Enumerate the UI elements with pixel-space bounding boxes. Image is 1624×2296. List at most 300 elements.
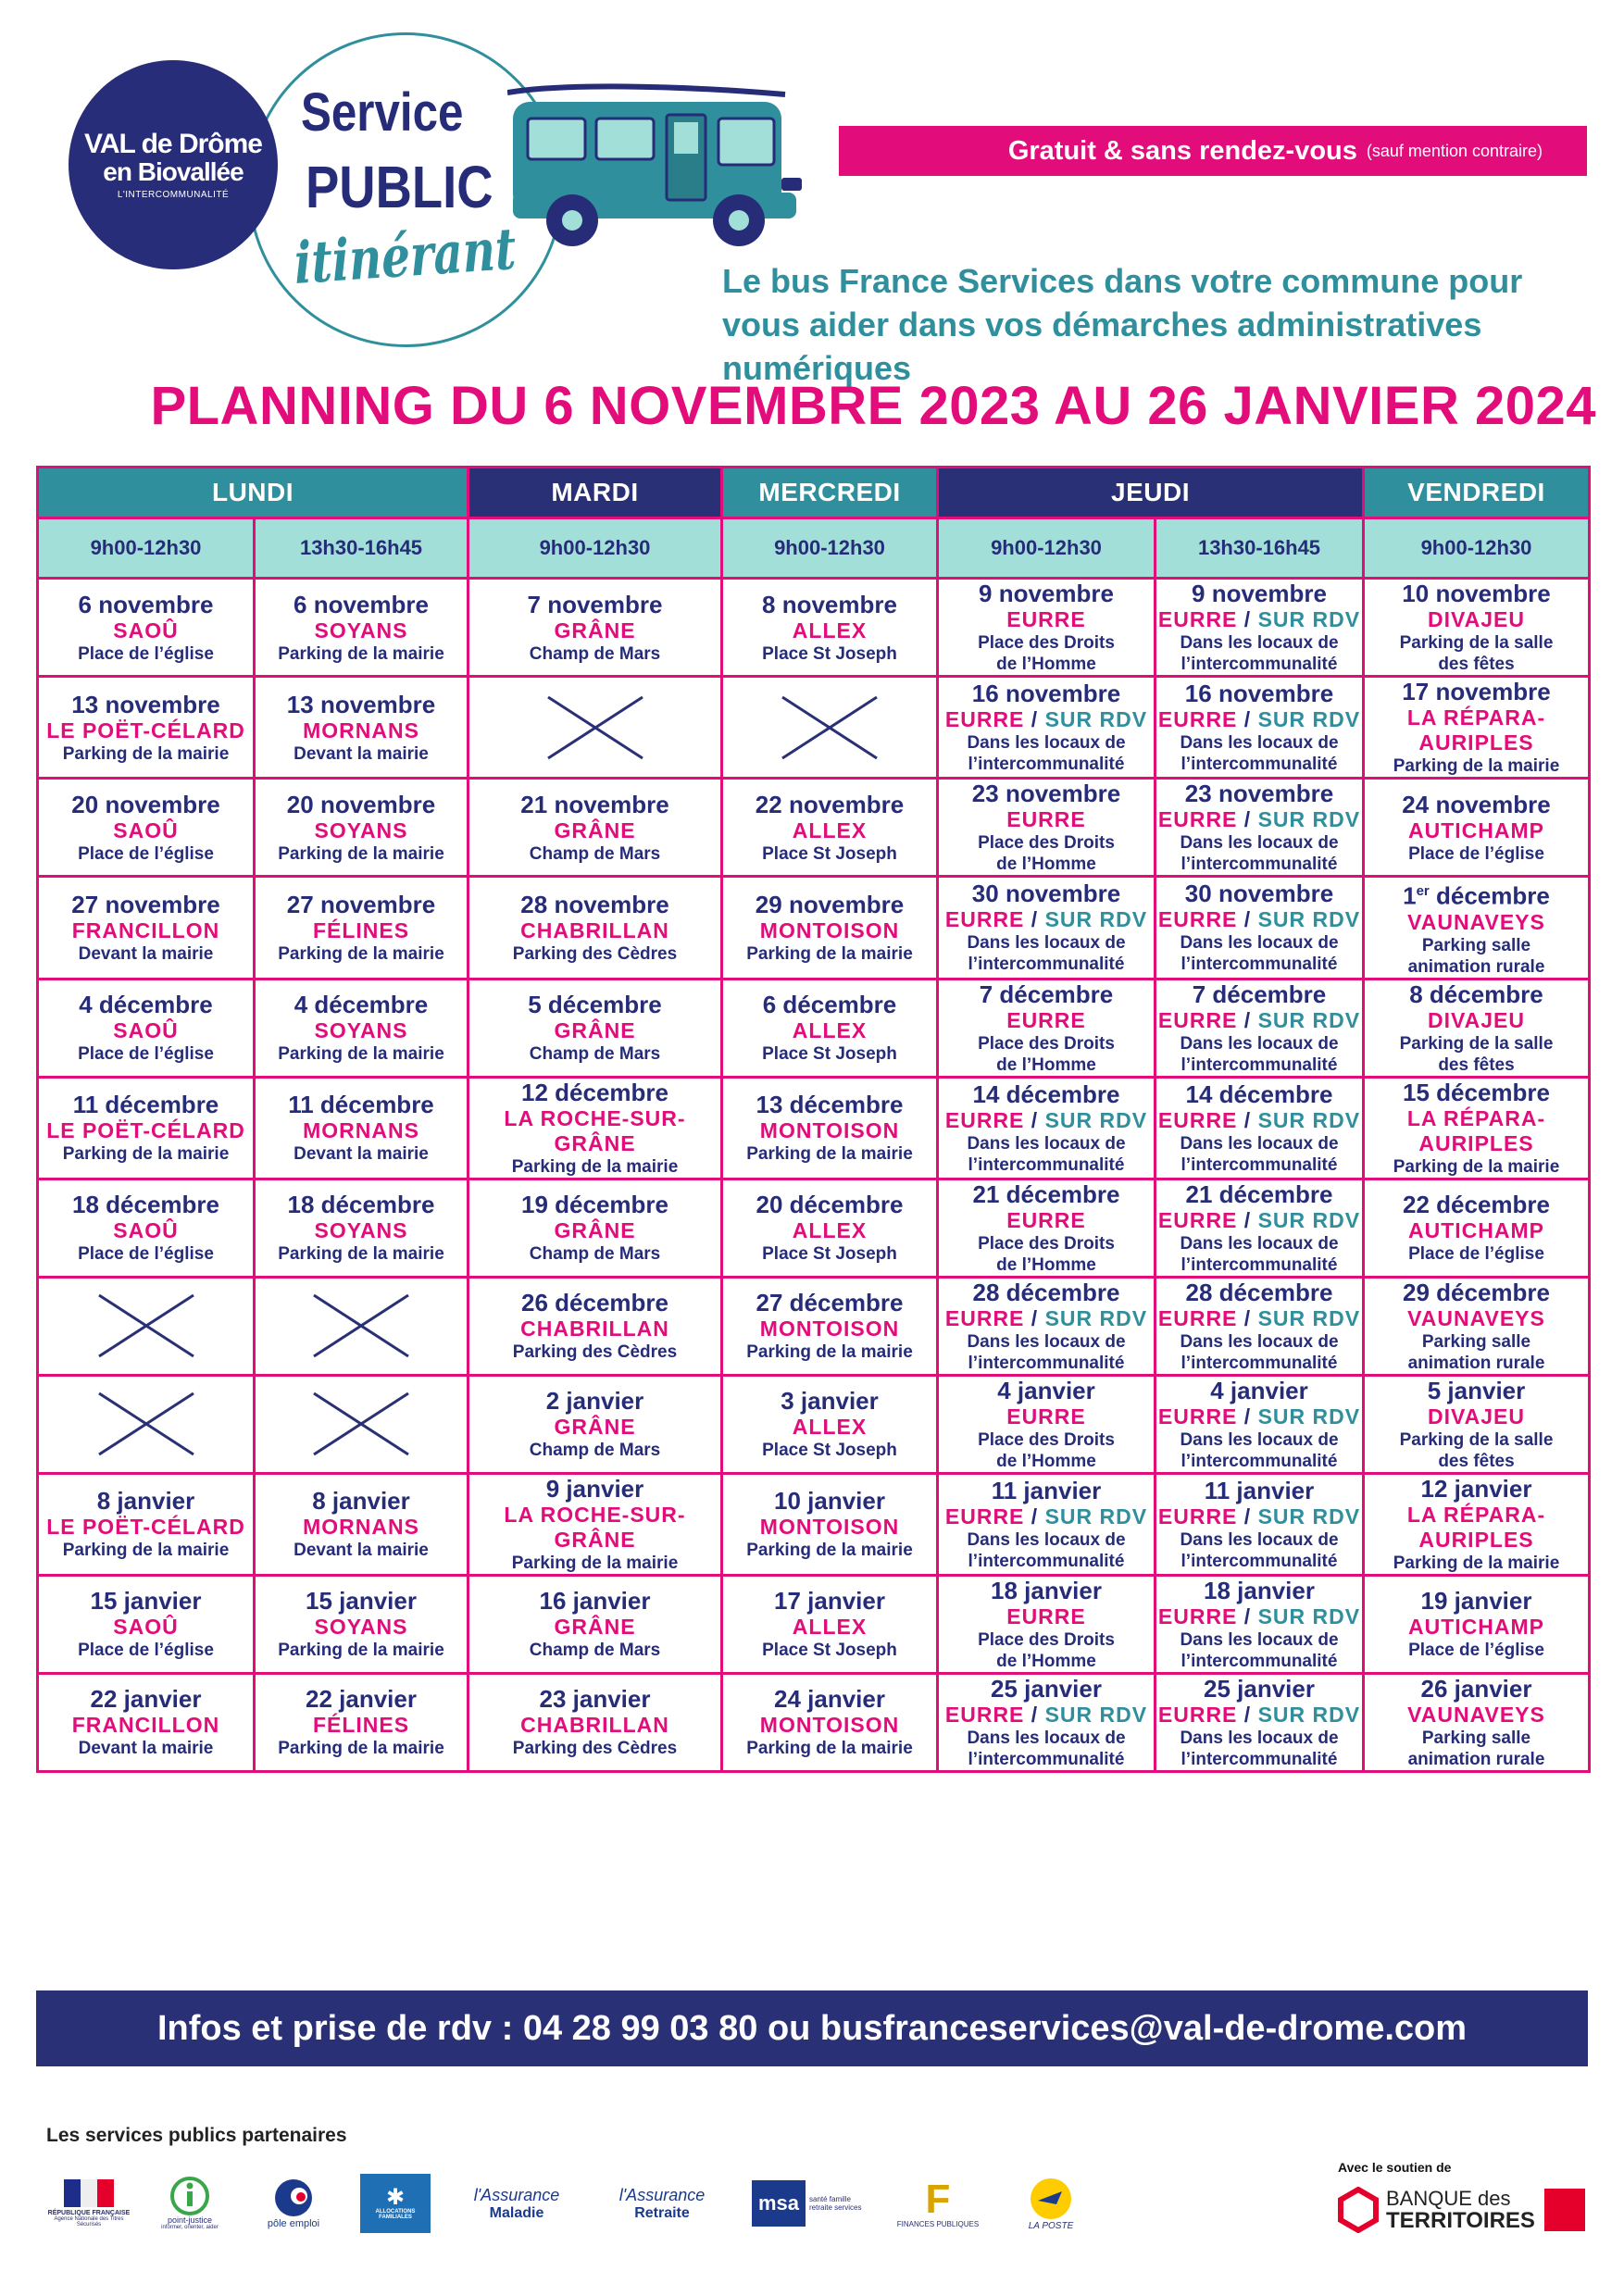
slot-place: Place de l’église [78, 1641, 214, 1661]
slot-town [939, 807, 1154, 832]
slot-place: Champ de Mars [529, 1244, 661, 1265]
partner-sub: Retraite [634, 2204, 690, 2221]
slot-town [469, 918, 720, 943]
slot-town [256, 718, 467, 743]
town-name: LA RÉPARA- [1406, 1105, 1546, 1130]
slot-date: 6 novembre [78, 590, 214, 618]
slot-place: Place des Droits [978, 1429, 1115, 1450]
slot-jeudi-am [938, 579, 1156, 677]
slot-jeudi-pm [1156, 1673, 1364, 1771]
time-header: 9h00-12h30 [468, 518, 722, 579]
slot-vendredi [1364, 579, 1590, 677]
slot-place: Place St Joseph [762, 1441, 897, 1461]
slot-place: Champ de Mars [529, 1044, 661, 1065]
slot-place: Parking salle [1421, 935, 1531, 955]
slot-town-line-2: AURIPLES [1418, 1527, 1534, 1552]
slot-lundi-am [38, 979, 255, 1077]
town-name: MORNANS [303, 1515, 419, 1540]
town-name: SAOÛ [113, 817, 179, 842]
slot-town [39, 718, 253, 743]
slot-lundi-pm [255, 1575, 468, 1673]
slot-date: 5 janvier [1427, 1376, 1526, 1404]
slot-place: de l’Homme [996, 1054, 1096, 1075]
slot-town [939, 907, 1154, 932]
slot-mardi [468, 1673, 722, 1771]
slot-town [469, 1106, 720, 1156]
slot-place: des fêtes [1438, 1451, 1515, 1471]
slot-place: Parking de la mairie [62, 1541, 230, 1561]
appointment-required-label: SUR RDV [1257, 607, 1361, 631]
slot-date: 19 janvier [1420, 1587, 1532, 1616]
bdt-line-2: TERRITOIRES [1386, 2208, 1535, 2233]
town-name: EURRE [1006, 1007, 1086, 1032]
point-justice-logo [148, 2166, 231, 2240]
slot-place: Place de l’église [78, 843, 214, 864]
slot-jeudi-pm [1156, 677, 1364, 779]
slot-place: Dans les locaux de [1180, 1233, 1339, 1254]
no-service-cross-icon [95, 1292, 197, 1360]
town-name: EURRE [944, 1107, 1025, 1132]
slot-town [723, 1615, 936, 1640]
town-name: DIVAJEU [1428, 1404, 1525, 1429]
slot-town [469, 818, 720, 843]
town-separator: / [1237, 1603, 1258, 1628]
slot-date [1365, 878, 1588, 910]
town-name: EURRE [1157, 807, 1238, 831]
day-header-jeudi: JEUDI [938, 468, 1364, 518]
town-name: MONTOISON [759, 1316, 900, 1341]
town-name: GRÂNE [554, 1218, 636, 1243]
slot-jeudi-pm [1156, 1277, 1364, 1375]
town-name: MORNANS [303, 718, 419, 742]
time-header: 13h30-16h45 [255, 518, 468, 579]
slot-lundi-pm [255, 1077, 468, 1179]
appointment-required-label: SUR RDV [1044, 1702, 1148, 1727]
slot-town [939, 1703, 1154, 1728]
pole-emploi-icon [273, 2177, 314, 2218]
slot-town [256, 1118, 467, 1143]
slot-mardi [468, 1077, 722, 1179]
town-name: EURRE [1157, 607, 1238, 631]
slot-town [469, 1415, 720, 1440]
slot-place: de l’Homme [996, 1451, 1096, 1471]
partner-sub: Maladie [489, 2204, 544, 2221]
slot-place: l’intercommunalité [1181, 1254, 1338, 1275]
schedule-row [38, 1375, 1590, 1473]
slot-date: 18 décembre [287, 1191, 435, 1219]
slot-lundi-pm [255, 1473, 468, 1575]
town-name: EURRE [1006, 1207, 1086, 1232]
slot-date: 24 novembre [1402, 790, 1551, 818]
slot-mercredi [722, 677, 938, 779]
slot-date: 20 novembre [71, 790, 220, 818]
la-poste-icon [1029, 2177, 1073, 2221]
slot-town [469, 1018, 720, 1043]
support-title: Avec le soutien de [1338, 2160, 1452, 2175]
town-name: EURRE [1157, 1107, 1238, 1132]
slot-date: 11 décembre [72, 1091, 219, 1119]
slot-place: animation rurale [1407, 1353, 1545, 1373]
slot-town [39, 918, 253, 943]
slot-place: l’intercommunalité [968, 955, 1125, 975]
slot-place: l’intercommunalité [1181, 1551, 1338, 1571]
slot-date: 24 janvier [774, 1685, 885, 1714]
partner-sub: informer, orienter, aider [161, 2225, 219, 2230]
logo-line-1: VAL de Drôme [84, 128, 262, 159]
slot-town [256, 1615, 467, 1640]
town-separator: / [1024, 707, 1045, 731]
logo-line-3: L'INTERCOMMUNALITÉ [117, 189, 230, 200]
town-name: LE POËT-CÉLARD [46, 1515, 245, 1540]
slot-town [256, 1218, 467, 1243]
town-separator: / [1237, 1504, 1258, 1529]
town-name: SAOÛ [113, 618, 179, 643]
slot-town [469, 1503, 720, 1553]
town-name: GRÂNE [554, 1415, 636, 1440]
schedule-row [38, 877, 1590, 980]
town-name: VAUNAVEYS [1407, 1702, 1545, 1727]
brand-public: PUBLIC [306, 154, 493, 220]
time-header: 13h30-16h45 [1156, 518, 1364, 579]
slot-place: Dans les locaux de [1180, 1529, 1339, 1550]
val-de-drome-logo [69, 60, 278, 269]
slot-place: Parking de la salle [1399, 1429, 1554, 1450]
slot-place: Devant la mairie [78, 943, 214, 964]
slot-vendredi [1364, 1375, 1590, 1473]
slot-mardi [468, 1575, 722, 1673]
town-name: EURRE [944, 707, 1025, 731]
slot-place: l’intercommunalité [1181, 755, 1338, 774]
slot-town [256, 1515, 467, 1540]
slot-lundi-pm [255, 1375, 468, 1473]
slot-date: 4 décembre [294, 991, 429, 1019]
brand-service: Service [301, 82, 464, 143]
brand-itinerant: itinérant [293, 214, 518, 297]
town-name: LE POËT-CÉLARD [46, 718, 245, 742]
slot-place: l’intercommunalité [1181, 655, 1338, 674]
slot-place: animation rurale [1407, 956, 1545, 977]
town-name: EURRE [1006, 607, 1086, 631]
slot-mardi [468, 877, 722, 980]
slot-place: Parking salle [1421, 1728, 1531, 1748]
slot-date: 29 décembre [1403, 1278, 1550, 1306]
slot-place: Place de l’église [78, 1044, 214, 1065]
slot-date: 29 novembre [755, 890, 905, 918]
slot-place: l’intercommunalité [1181, 955, 1338, 975]
slot-mardi [468, 1473, 722, 1575]
slot-town [1156, 1604, 1362, 1629]
slot-date: 22 janvier [306, 1685, 417, 1714]
slot-mercredi [722, 1575, 938, 1673]
slot-vendredi [1364, 1077, 1590, 1179]
slot-place: Parking de la mairie [278, 1244, 444, 1265]
slot-date: 28 novembre [520, 890, 669, 918]
slot-town [723, 618, 936, 643]
schedule-body [38, 579, 1590, 1772]
town-name: EURRE [1006, 807, 1086, 831]
slot-date: 21 décembre [1185, 1179, 1333, 1208]
slot-place: Parking de la mairie [746, 1541, 913, 1561]
partner-name: l'Assurance [473, 2185, 560, 2204]
slot-mardi [468, 579, 722, 677]
slot-lundi-pm [255, 779, 468, 877]
slot-place: Place St Joseph [762, 643, 897, 664]
slot-place: l’intercommunalité [1181, 1353, 1338, 1373]
slot-vendredi [1364, 979, 1590, 1077]
slot-lundi-pm [255, 677, 468, 779]
slot-town [256, 618, 467, 643]
schedule-row [38, 579, 1590, 677]
slot-place: Dans les locaux de [967, 1728, 1126, 1748]
slot-town-line-2: AURIPLES [1418, 730, 1534, 755]
slot-town [39, 1615, 253, 1640]
no-service-cross-icon [95, 1390, 197, 1458]
slot-date: 22 décembre [1403, 1191, 1550, 1219]
slot-lundi-am [38, 579, 255, 677]
town-separator: / [1237, 607, 1258, 631]
slot-town [1156, 807, 1362, 832]
slot-date: 6 décembre [762, 991, 897, 1019]
slot-date: 28 décembre [972, 1278, 1120, 1306]
slot-town [39, 1018, 253, 1043]
slot-lundi-am [38, 1077, 255, 1179]
town-name: GRÂNE [554, 1615, 636, 1640]
slot-jeudi-am [938, 1575, 1156, 1673]
slot-date: 9 novembre [979, 580, 1114, 607]
town-name: MONTOISON [759, 917, 900, 942]
slot-date: 11 janvier [1204, 1476, 1315, 1504]
town-name: LE POËT-CÉLARD [46, 1118, 245, 1143]
slot-lundi-am [38, 877, 255, 980]
slot-place: Parking de la salle [1399, 1033, 1554, 1054]
town-name: EURRE [944, 1702, 1025, 1727]
town-name: MORNANS [303, 1118, 419, 1143]
slot-town [469, 618, 720, 643]
slot-town [1156, 707, 1362, 732]
slot-town [39, 1218, 253, 1243]
slot-place: Parking de la mairie [511, 1156, 679, 1177]
town-name: CHABRILLAN [520, 1316, 669, 1341]
town-name: DIVAJEU [1428, 607, 1525, 631]
town-name: EURRE [944, 1305, 1025, 1330]
slot-place: Dans les locaux de [1180, 1033, 1339, 1054]
slot-date: 16 novembre [971, 680, 1121, 707]
town-name: VAUNAVEYS [1407, 909, 1545, 934]
slot-jeudi-pm [1156, 877, 1364, 980]
slot-place: Place de l’église [1408, 843, 1544, 864]
no-service-cross-icon [544, 693, 646, 762]
slot-date: 14 décembre [1185, 1079, 1333, 1108]
no-service-cross-icon [310, 1292, 412, 1360]
day-header-vendredi: VENDREDI [1364, 468, 1590, 518]
slot-place: Place St Joseph [762, 1244, 897, 1265]
caisse-depots-icon [1544, 2189, 1585, 2231]
slot-town [723, 918, 936, 943]
slot-town [469, 1615, 720, 1640]
slot-town [723, 1515, 936, 1540]
date-day: 1 [1403, 881, 1417, 910]
schedule-row [38, 1673, 1590, 1771]
slot-town [1156, 1208, 1362, 1233]
slot-place: Place de l’église [1408, 1244, 1544, 1265]
slot-date: 8 janvier [96, 1487, 195, 1516]
slot-date: 13 novembre [286, 690, 436, 718]
slot-place: Parking de la mairie [746, 1144, 913, 1165]
time-header: 9h00-12h30 [722, 518, 938, 579]
finances-publiques-logo [878, 2166, 998, 2240]
slot-mercredi [722, 579, 938, 677]
slot-place: Parking de la mairie [1393, 1553, 1560, 1573]
slot-date: 22 novembre [755, 790, 905, 818]
slot-town [1365, 910, 1588, 935]
town-name: SAOÛ [113, 1018, 179, 1043]
appointment-required-label: SUR RDV [1044, 707, 1148, 731]
bdt-line-1: BANQUE des [1386, 2187, 1511, 2210]
slot-town [1365, 705, 1588, 730]
slot-town [1365, 818, 1588, 843]
town-name: MONTOISON [759, 1713, 900, 1738]
slot-date: 18 décembre [72, 1191, 219, 1219]
slot-jeudi-am [938, 1375, 1156, 1473]
town-separator: / [1237, 1007, 1258, 1032]
appointment-required-label: SUR RDV [1257, 1305, 1361, 1330]
slot-mercredi [722, 1673, 938, 1771]
town-separator: / [1237, 907, 1258, 932]
town-separator: / [1237, 1404, 1258, 1429]
slot-vendredi [1364, 1575, 1590, 1673]
slot-mercredi [722, 1179, 938, 1277]
slot-date: 8 janvier [312, 1487, 410, 1516]
town-name: EURRE [1157, 1702, 1238, 1727]
slot-place: Dans les locaux de [1180, 933, 1339, 954]
schedule-row [38, 979, 1590, 1077]
slot-place: Dans les locaux de [967, 733, 1126, 753]
slot-mardi [468, 1277, 722, 1375]
slot-place: l’intercommunalité [968, 1154, 1125, 1175]
slot-date: 7 décembre [1192, 980, 1327, 1008]
slot-vendredi [1364, 1277, 1590, 1375]
date-suffix: er [1416, 883, 1430, 899]
town-name: ALLEX [792, 1018, 868, 1043]
slot-place: Parking de la mairie [278, 643, 444, 664]
slot-date: 21 décembre [972, 1179, 1120, 1208]
slot-date: 18 janvier [991, 1576, 1102, 1604]
slot-place: Dans les locaux de [1180, 1629, 1339, 1650]
slot-vendredi [1364, 1473, 1590, 1575]
town-name: EURRE [1006, 1404, 1086, 1429]
appointment-required-label: SUR RDV [1257, 907, 1361, 932]
slot-town [939, 1008, 1154, 1033]
slot-date: 17 novembre [1402, 678, 1551, 705]
slot-place: Place des Droits [978, 1033, 1115, 1054]
slot-vendredi [1364, 779, 1590, 877]
town-name: EURRE [944, 907, 1025, 932]
appointment-required-label: SUR RDV [1044, 1107, 1148, 1132]
town-separator: / [1024, 1504, 1045, 1529]
slot-mercredi [722, 1077, 938, 1179]
slot-date: 9 novembre [1192, 580, 1327, 607]
town-name: EURRE [944, 1504, 1025, 1529]
slot-town [1365, 607, 1588, 632]
slot-place: l’intercommunalité [1181, 1749, 1338, 1769]
town-name: EURRE [1157, 1207, 1238, 1232]
hexagon-icon [1338, 2187, 1379, 2233]
town-name: LA ROCHE-SUR-GRÂNE [504, 1105, 686, 1155]
slot-place: animation rurale [1407, 1749, 1545, 1769]
slot-place: l’intercommunalité [1181, 1451, 1338, 1471]
slot-date: 27 novembre [71, 890, 220, 918]
slot-place: de l’Homme [996, 1651, 1096, 1671]
slot-lundi-am [38, 677, 255, 779]
slot-place: l’intercommunalité [968, 1551, 1125, 1571]
slot-town [939, 607, 1154, 632]
slot-place: l’intercommunalité [1181, 855, 1338, 874]
slot-town [1156, 1504, 1362, 1529]
slot-place: Parking des Cèdres [512, 1342, 678, 1363]
slot-lundi-pm [255, 877, 468, 980]
town-name: LA RÉPARA- [1406, 1502, 1546, 1527]
slot-jeudi-am [938, 1673, 1156, 1771]
town-name: GRÂNE [554, 817, 636, 842]
slot-date: 17 janvier [774, 1587, 885, 1616]
slot-date: 5 décembre [528, 991, 662, 1019]
slot-place: Place de l’église [78, 643, 214, 664]
slot-lundi-am [38, 779, 255, 877]
slot-town [39, 1515, 253, 1540]
slot-jeudi-am [938, 1473, 1156, 1575]
slot-place: Champ de Mars [529, 643, 661, 664]
town-separator: / [1237, 807, 1258, 831]
town-name: FRANCILLON [71, 917, 220, 942]
partner-name: LA POSTE [1028, 2220, 1074, 2231]
slot-date: 2 janvier [545, 1387, 644, 1416]
slot-town [939, 1504, 1154, 1529]
caf-icon: ✱ ALLOCATIONS FAMILIALES [360, 2174, 431, 2233]
town-name: EURRE [1006, 1603, 1086, 1628]
slot-place: Champ de Mars [529, 1641, 661, 1661]
slot-jeudi-am [938, 677, 1156, 779]
slot-date: 21 novembre [520, 790, 669, 818]
town-separator: / [1237, 1305, 1258, 1330]
schedule-row [38, 677, 1590, 779]
slot-place: Parking de la mairie [278, 1641, 444, 1661]
slot-jeudi-pm [1156, 979, 1364, 1077]
partner-name: l'Assurance [618, 2185, 706, 2204]
slot-date: 26 décembre [521, 1289, 668, 1317]
town-separator: / [1024, 1107, 1045, 1132]
slot-date: 13 décembre [756, 1091, 904, 1119]
town-separator: / [1237, 707, 1258, 731]
slot-place: de l’Homme [996, 855, 1096, 874]
slot-place: Parking de la salle [1399, 633, 1554, 653]
slot-date: 26 janvier [1420, 1674, 1532, 1703]
slot-mercredi [722, 1375, 938, 1473]
slot-date: 15 janvier [90, 1587, 202, 1616]
day-header-mercredi: MERCREDI [722, 468, 938, 518]
slot-date: 8 novembre [762, 590, 897, 618]
slot-date: 12 décembre [521, 1078, 668, 1106]
schedule-row [38, 1277, 1590, 1375]
time-header: 9h00-12h30 [938, 518, 1156, 579]
slot-place: Place St Joseph [762, 843, 897, 864]
appointment-required-label: SUR RDV [1257, 1702, 1361, 1727]
slot-place: Devant la mairie [294, 1144, 429, 1165]
slot-date: 19 décembre [521, 1191, 668, 1219]
schedule-row [38, 779, 1590, 877]
partner-name: FINANCES PUBLIQUES [896, 2219, 980, 2228]
slot-mercredi [722, 1473, 938, 1575]
appointment-required-label: SUR RDV [1257, 1207, 1361, 1232]
